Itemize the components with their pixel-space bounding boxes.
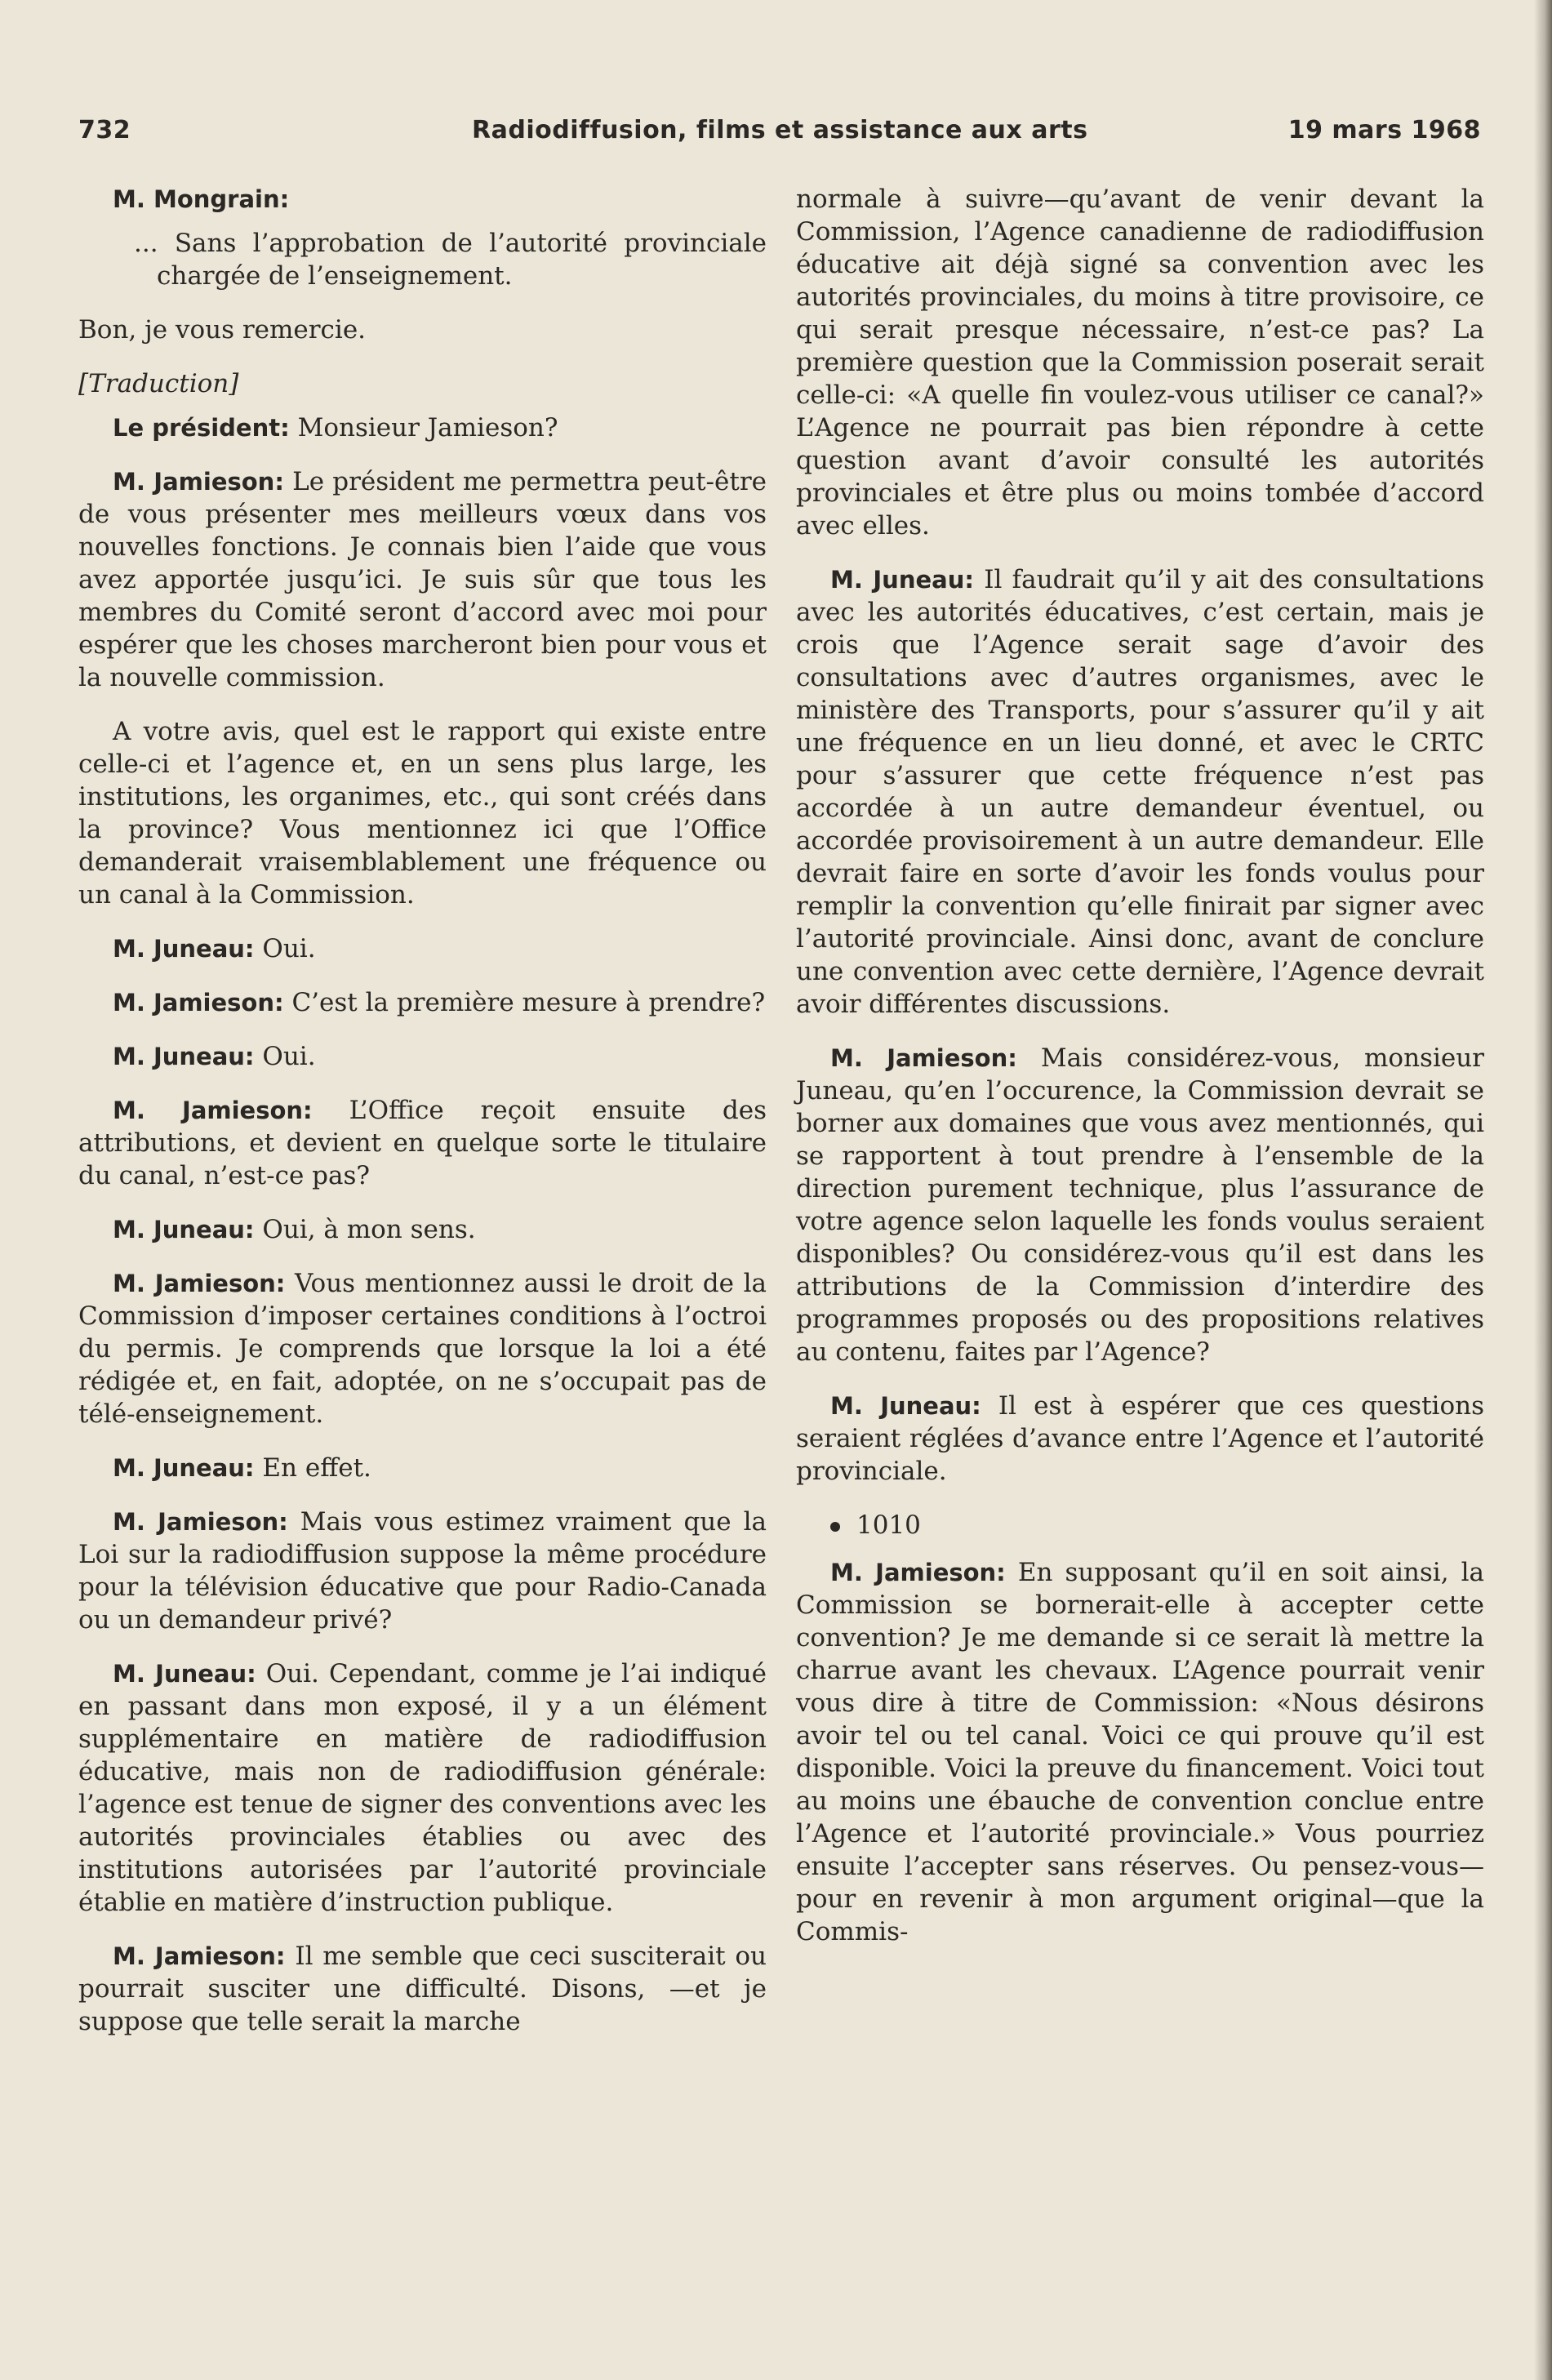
speech-paragraph [796,1042,1484,1368]
speech-paragraph [796,563,1484,1021]
speech-text: En supposant qu’il en soit ainsi, la Commission se bornerait-elle à accepter cette convention? Je me demande si ce serait là mettre la charrue avant les chevaux. L’Agence pourrait venir vous dire à titre de Commission: «Nous désirons avoir tel ou tel canal. Voici ce qui prouve qu’il est disponible. Voici la preuve du financement. Voici tout au moins une ébauche de convention conclue entre l’Agence et l’autorité provinciale.» Vous pourriez ensuite l’accepter sans réserves. Ou pensez-vous—pour en revenir à mon argument original—que la Commis- [796,1558,1484,1946]
speech-text: Il faudrait qu’il y ait des consultations avec les autorités éducatives, c’est certain, mais je crois que l’Agence serait sage d’avoir des consultations avec d’autres organismes, avec le ministère des Transports, pour s’assurer qu’il y ait une fréquence en un lieu donné, et avec le CRTC pour s’assurer que cette fréquence n’est pas accordée à un autre demandeur éventuel, ou accordée provisoirement à un autre demandeur. Elle devrait faire en sorte d’avoir les fonds voulus pour remplir la convention qu’elle finirait par signer avec l’autorité provinciale. Ainsi donc, avant de conclure une convention avec cette dernière, l’Agence devrait avoir différentes discussions. [796,565,1484,1019]
page-spine-shadow [1534,0,1552,2380]
speech-paragraph [796,1556,1484,1948]
time-marker-text: 1010 [856,1510,921,1540]
speech-paragraph [78,986,767,1019]
speech-paragraph [78,1506,767,1636]
speech-paragraph [78,183,767,216]
translation-marker: [Traduction] [78,369,239,398]
speech-text: C’est la première mesure à prendre? [291,988,766,1017]
time-marker [830,1509,1484,1541]
speech-paragraph [78,932,767,965]
speech-text: Monsieur Jamieson? [297,413,558,443]
speaker-name: M. Juneau: [830,1392,981,1420]
speaker-name: M. Juneau: [830,566,974,594]
speech-text: Mais vous estimez vraiment que la Loi sur la radiodiffusion suppose la même procédure pour la télévision éducative que pour Radio-Canada ou un demandeur privé? [78,1507,767,1635]
speech-text: Vous mentionnez aussi le droit de la Commission d’imposer certaines conditions à l’octroi du permis. Je comprends que lorsque la loi a été rédigée et, en fait, adoptée, on ne s’occupait pas de télé-enseignement. [78,1269,767,1429]
speaker-name: M. Jamieson: [113,1097,313,1124]
quoted-text: ... Sans l’approbation de l’autorité provinciale chargée de l’enseignement. [134,229,767,291]
page-header [78,116,1481,149]
speaker-name: M. Jamieson: [113,468,284,496]
speech-text: Oui. [262,1042,316,1071]
speech-text: L’Office reçoit ensuite des attributions, et devient en quelque sorte le titulaire du canal, n’est-ce pas? [78,1096,767,1190]
speech-paragraph [78,1452,767,1484]
speech-paragraph [78,465,767,694]
speaker-name: M. Jamieson: [830,1559,1006,1586]
speech-text: Oui, à mon sens. [262,1215,476,1244]
paragraph: normale à suivre—qu’avant de venir devant la Commission, l’Agence canadienne de radiodiffusion éducative ait déjà signé sa convention avec les autorités provinciales, du moins à titre provisoire, ce qui serait presque nécessaire, n’est-ce pas? La première question que la Commission poserait serait celle-ci: «A quelle fin voulez-vous utiliser ce canal?» L’Agence ne pourrait pas bien répondre à cette question avant d’avoir consulté les autorités provinciales et être plus ou moins tombée d’accord avec elles. [796,185,1484,541]
speaker-name: Le président: [113,414,290,442]
speech-paragraph [796,1390,1484,1488]
speaker-name: M. Jamieson: [830,1044,1017,1072]
speech-paragraph [78,1267,767,1430]
speaker-name: M. Jamieson: [113,1270,286,1297]
header-date: 19 mars 1968 [1287,116,1481,145]
left-column [78,183,767,2059]
bullet-icon [830,1522,840,1532]
speech-text: Oui. [262,934,316,963]
speaker-name: M. Jamieson: [113,989,284,1017]
speech-text: Il est à espérer que ces questions seraient réglées d’avance entre l’Agence et l’autorité provinciale. [796,1391,1484,1486]
speech-text: Mais considérez-vous, monsieur Juneau, qu’en l’occurence, la Commission devrait se borner aux domaines que vous avez mentionnés, qui se rapportent à tout prendre à l’ensemble de la direction purement technique, plus l’assurance de votre agence selon laquelle les fonds voulus seraient disponibles? Ou considérez-vous qu’il est dans les attributions de la Commission d’interdire des programmes proposés ou des propositions relatives au contenu, faites par l’Agence? [796,1043,1484,1367]
speech-paragraph [78,1213,767,1246]
speech-text: En effet. [262,1453,371,1483]
speech-paragraph [78,1657,767,1919]
paragraph: A votre avis, quel est le rapport qui existe entre celle-ci et l’agence et, en un sens plus large, les institutions, les organimes, etc., qui sont créés dans la province? Vous mentionnez ici que l’Office demanderait vraisemblablement une fréquence ou un canal à la Commission. [78,717,767,910]
paragraph: Bon, je vous remercie. [78,315,367,345]
speaker-name: M. Jamieson: [113,1942,286,1970]
speech-paragraph [78,1094,767,1192]
speaker-name: M. Juneau: [113,1660,256,1688]
speaker-name: M. Mongrain: [113,185,290,213]
speaker-name: M. Juneau: [113,1216,255,1243]
speech-paragraph [78,1940,767,2038]
speech-paragraph [78,1040,767,1073]
speaker-name: M. Jamieson: [113,1508,288,1536]
speaker-name: M. Juneau: [113,1454,255,1482]
right-column [796,183,1484,1969]
speech-paragraph [78,411,767,444]
speaker-name: M. Juneau: [113,935,255,963]
speech-text: Il me semble que ceci susciterait ou pourrait susciter une difficulté. Disons, —et je suppose que telle serait la marche [78,1942,767,2036]
speech-text: Le président me permettra peut-être de vous présenter mes meilleurs vœux dans vos nouvelles fonctions. Je connais bien l’aide que vous avez apportée jusqu’ici. Je suis sûr que tous les membres du Comité seront d’accord avec moi pour espérer que les choses marcheront bien pour vous et la nouvelle commission. [78,467,767,692]
running-title: Radiodiffusion, films et assistance aux arts [472,116,1088,145]
speaker-name: M. Juneau: [113,1043,255,1070]
speech-text: Oui. Cependant, comme je l’ai indiqué en passant dans mon exposé, il y a un élément supplémentaire en matière de radiodiffusion éducative, mais non de radiodiffusion générale: l’agence est tenue de signer des conventions avec les autorités provinciales établies ou avec des institutions autorisées par l’autorité provinciale établie en matière d’instruction publique. [78,1659,767,1917]
page-number: 732 [78,116,131,145]
